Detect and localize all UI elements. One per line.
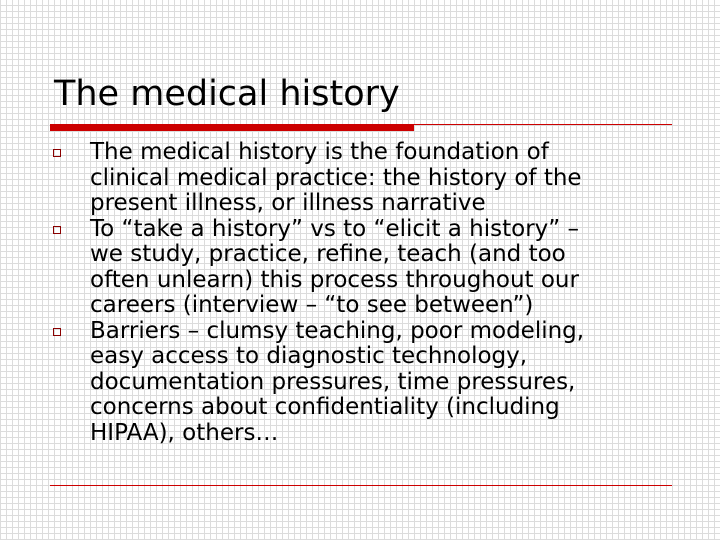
bullet-line: documentation pressures, time pressures, <box>90 368 576 395</box>
bullet-line: concerns about confidentiality (including <box>90 394 560 420</box>
bullet-list <box>48 140 668 446</box>
bullet-line: Barriers – clumsy teaching, poor modeling, <box>90 317 585 344</box>
bullet-line: To “take a history” vs to “elicit a history” – <box>90 215 580 242</box>
slide-title: The medical history <box>54 74 400 114</box>
bullet-line: HIPAA), others… <box>90 419 279 446</box>
bullet-line: often unlearn) this process throughout our <box>90 266 579 293</box>
square-bullet-icon <box>53 226 61 234</box>
bullet-item-take-vs-elicit <box>48 217 668 319</box>
bullet-line: The medical history is the foundation of <box>90 139 549 165</box>
square-bullet-icon <box>53 328 61 336</box>
title-underline-accent <box>50 124 414 131</box>
square-bullet-icon <box>53 149 61 157</box>
bullet-line: clinical medical practice: the history of the <box>90 164 582 191</box>
bullet-line: careers (interview – “to see between”) <box>90 292 534 318</box>
bullet-line: we study, practice, refine, teach (and too <box>90 241 566 267</box>
bullet-line: present illness, or illness narrative <box>90 190 486 216</box>
title-underline-thin <box>414 124 672 125</box>
footer-rule <box>50 485 672 486</box>
bullet-line: easy access to diagnostic technology, <box>90 343 528 369</box>
bullet-item-barriers <box>48 319 668 447</box>
bullet-item-foundation <box>48 140 668 217</box>
